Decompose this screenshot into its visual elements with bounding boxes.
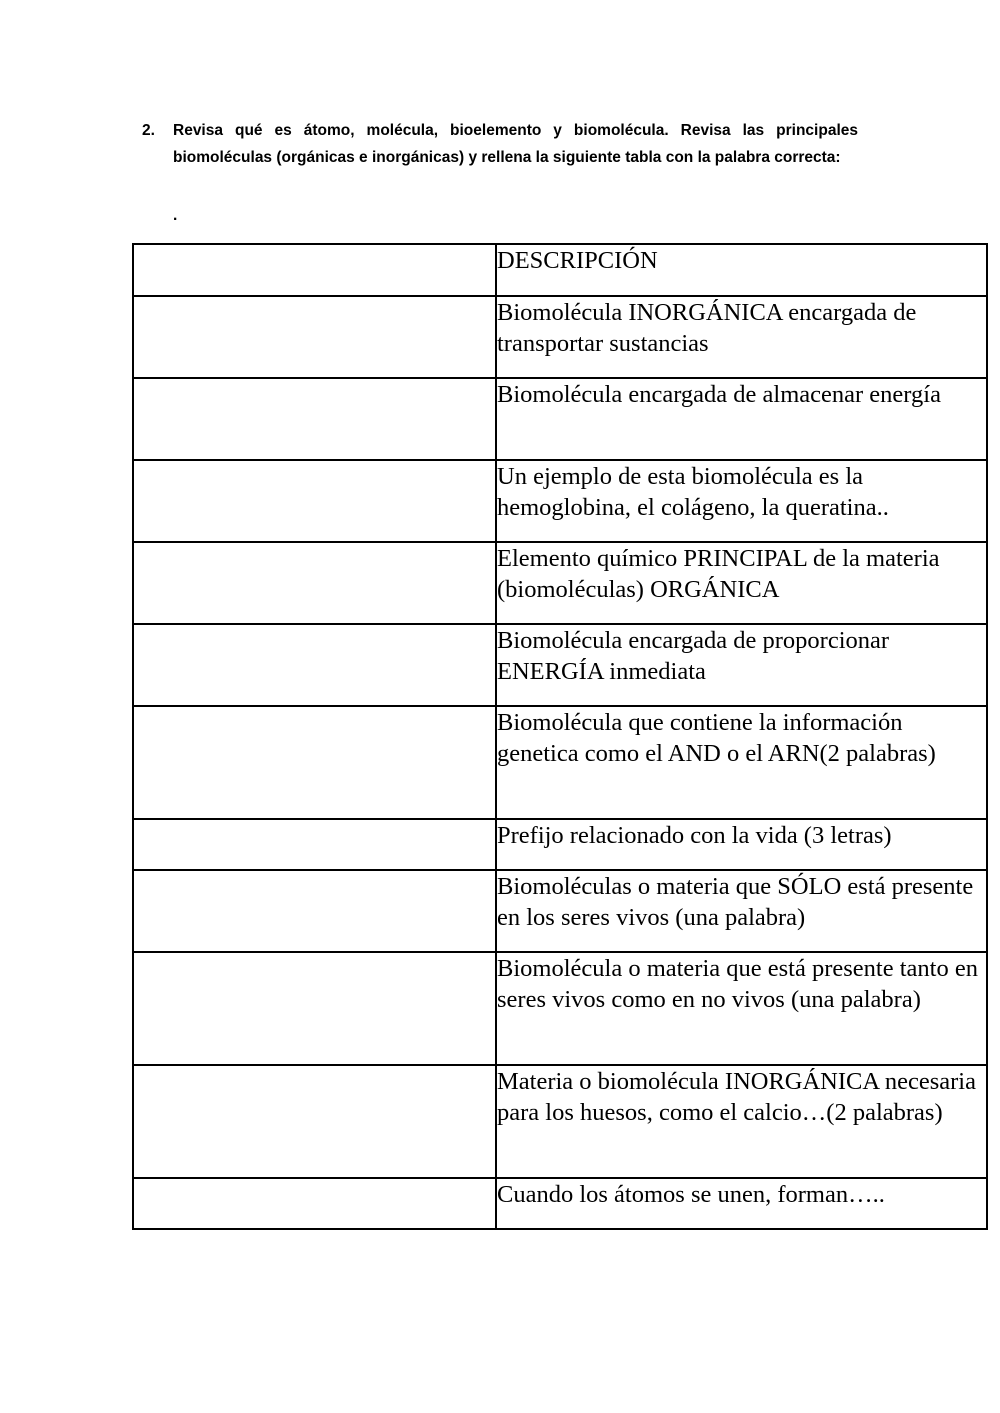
table-row xyxy=(133,542,987,624)
table-row xyxy=(133,624,987,706)
table-row xyxy=(133,870,987,952)
description-cell: Prefijo relacionado con la vida (3 letras) xyxy=(496,819,987,870)
answer-cell[interactable] xyxy=(133,1065,496,1178)
table-row xyxy=(133,819,987,870)
table-row xyxy=(133,460,987,542)
description-cell: Elemento químico PRINCIPAL de la materia (biomoléculas) ORGÁNICA xyxy=(496,542,987,624)
trailing-mark: . xyxy=(173,207,178,224)
description-cell: Biomoléculas o materia que SÓLO está presente en los seres vivos (una palabra) xyxy=(496,870,987,952)
description-cell: Biomolécula que contiene la información genetica como el AND o el ARN(2 palabras) xyxy=(496,706,987,819)
description-cell: Un ejemplo de esta biomolécula es la hemoglobina, el colágeno, la queratina.. xyxy=(496,460,987,542)
answer-cell[interactable] xyxy=(133,296,496,378)
description-cell: Biomolécula encargada de almacenar energía xyxy=(496,378,987,460)
description-cell: Biomolécula encargada de proporcionar ENERGÍA inmediata xyxy=(496,624,987,706)
answer-cell[interactable] xyxy=(133,460,496,542)
exercise-text: Revisa qué es átomo, molécula, bioelemento y biomolécula. Revisa las principales biomoléculas (orgánicas e inorgánicas) y rellena la siguiente tabla con la palabra correcta: xyxy=(173,122,858,166)
table-row xyxy=(133,296,987,378)
exercise-instructions xyxy=(142,118,858,171)
answer-cell[interactable] xyxy=(133,952,496,1065)
answer-cell[interactable] xyxy=(133,378,496,460)
answer-cell[interactable] xyxy=(133,819,496,870)
answer-cell[interactable] xyxy=(133,706,496,819)
table-header-row xyxy=(133,244,987,296)
answer-cell[interactable] xyxy=(133,1178,496,1229)
answer-header-cell xyxy=(133,244,496,296)
answer-cell[interactable] xyxy=(133,542,496,624)
table-row xyxy=(133,952,987,1065)
description-cell: Biomolécula INORGÁNICA encargada de transportar sustancias xyxy=(496,296,987,378)
table-row xyxy=(133,1065,987,1178)
table-row xyxy=(133,706,987,819)
answer-cell[interactable] xyxy=(133,870,496,952)
answer-table xyxy=(132,243,988,1230)
table-row xyxy=(133,1178,987,1229)
table-row xyxy=(133,378,987,460)
answer-cell[interactable] xyxy=(133,624,496,706)
description-header: DESCRIPCIÓN xyxy=(496,244,987,296)
description-cell: Materia o biomolécula INORGÁNICA necesaria para los huesos, como el calcio…(2 palabras) xyxy=(496,1065,987,1178)
description-cell: Cuando los átomos se unen, forman….. xyxy=(496,1178,987,1229)
exercise-number: 2. xyxy=(142,122,155,139)
description-cell: Biomolécula o materia que está presente tanto en seres vivos como en no vivos (una palabra) xyxy=(496,952,987,1065)
